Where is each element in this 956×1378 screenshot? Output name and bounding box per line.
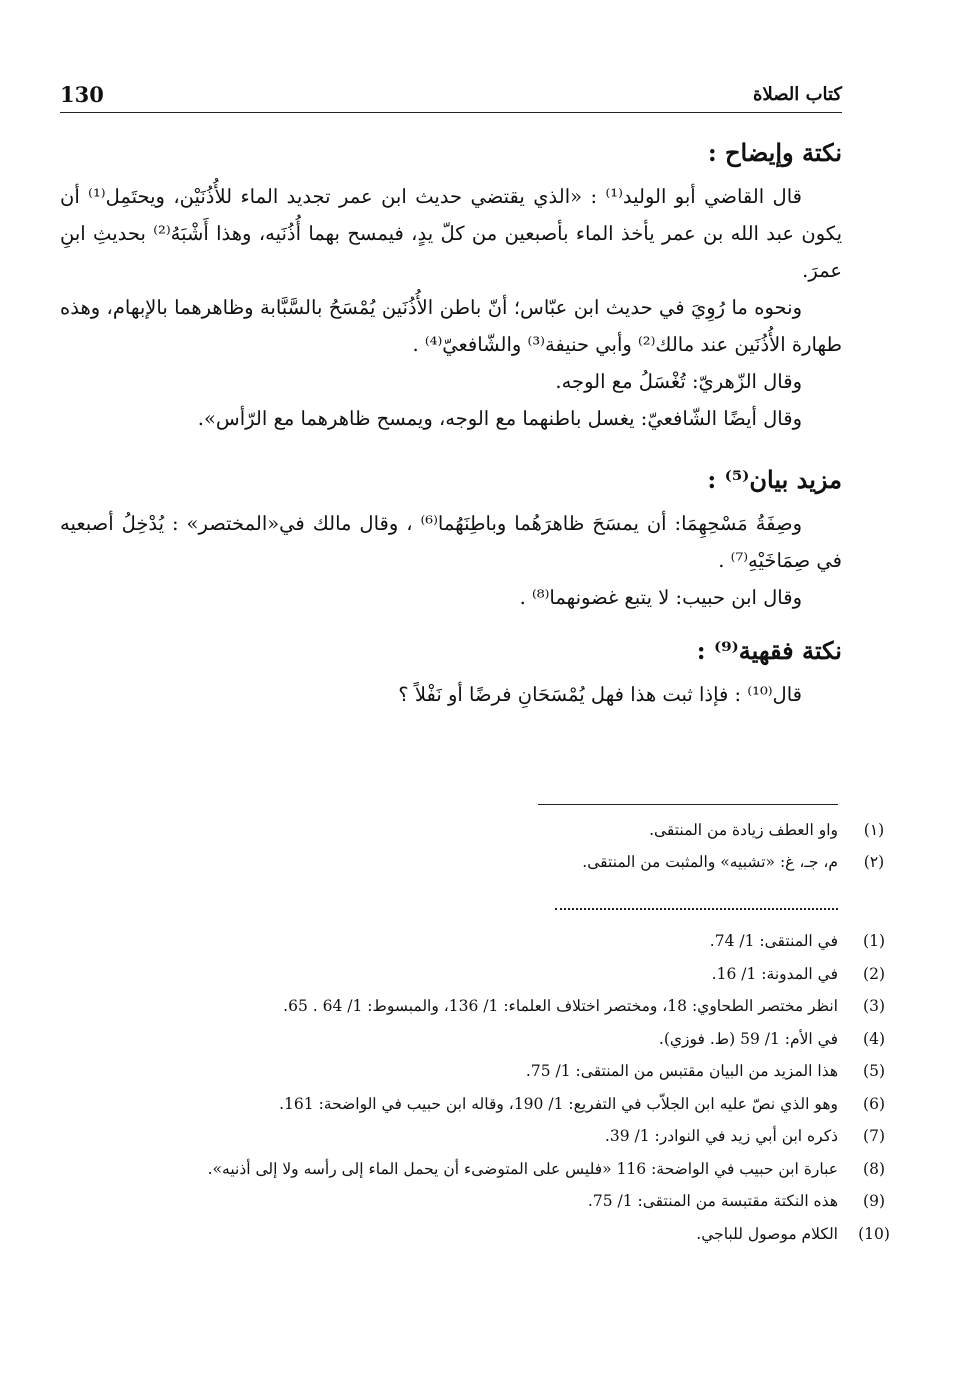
- footnote-number: (10): [858, 1224, 890, 1243]
- section-heading-mazid-bayan: مزيد بيان⁽⁵⁾ :: [707, 465, 842, 494]
- footnote-text: وهو الذي نصّ عليه ابن الجلاّب في التفريع: 1/ 190، وقاله ابن حبيب في الواضحة: 161.: [279, 1094, 838, 1113]
- section-heading-nukta-wa-idah: نكتة وإيضاح :: [707, 138, 842, 167]
- footnote-text: هذا المزيد من البيان مقتبس من المنتقى: 1/ 75.: [525, 1062, 838, 1080]
- dotted-separator: [555, 908, 838, 910]
- paragraph: ونحوه ما رُوِيَ في حديث ابن عبّاس؛ أنّ باطن الأُذُنَين يُمْسَحُ بالسَّبَّابة وظاهرهما بالإبهام، وهذه طهارة الأُذُنَين عند مالك⁽²⁾ وأبي حنيفة⁽³⁾ والشّافعيّ⁽⁴⁾ .: [60, 296, 842, 356]
- note-text: واو العطف زيادة من المنتقى.: [649, 821, 838, 839]
- paragraph: وقال أيضًا الشّافعيّ: يغسل باطنهما مع الوجه، ويمسح ظاهرهما مع الرّأس».: [197, 407, 802, 430]
- footnote-text: انظر مختصر الطحاوي: 18، ومختصر اختلاف العلماء: 1/ 136، والمبسوط: 1/ 64 . 65.: [283, 997, 838, 1015]
- main-text: [60, 128, 842, 713]
- footnote: [98, 990, 885, 1023]
- editor-note: [98, 846, 885, 878]
- footnote-text: في المدونة: 1/ 16.: [711, 964, 838, 983]
- footnote: [98, 925, 885, 958]
- section-heading-nukta-fiqhiyya: نكتة فقهية⁽⁹⁾ :: [696, 636, 842, 665]
- paragraph: قال القاضي أبو الوليد⁽¹⁾ : «الذي يقتضي حديث ابن عمر تجديد الماء للأُذُنَيْن، ويحتَمِل⁽¹⁾ أن يكون عبد الله بن عمر يأخذ الماء بأصبعين من كلّ يدٍ، فيمسح بهما أُذُنَيه، وهذا أَشْبَهُ⁽²⁾ بحديثِ ابنِ عمرَ.: [60, 185, 842, 282]
- footnote-text: في الأم: 1/ 59 (ط. فوزي).: [658, 1029, 838, 1048]
- footnote: [98, 958, 885, 991]
- footnotes: [98, 925, 890, 1250]
- footnote: [98, 1023, 885, 1056]
- footnote-text: في المنتقى: 1/ 74.: [709, 932, 838, 950]
- footnote: [98, 1218, 890, 1251]
- note-number: (٢): [863, 853, 885, 871]
- footnote: [98, 1153, 885, 1186]
- footnote-separator: [538, 804, 838, 805]
- footnote-text: ذكره ابن أبي زيد في النوادر: 1/ 39.: [604, 1127, 838, 1145]
- footnote-text: هذه النكتة مقتبسة من المنتقى: 1/ 75.: [587, 1192, 838, 1210]
- editor-notes: [98, 814, 885, 878]
- paragraph: وصِفَةُ مَسْحِهِمَا: أن يمسَحَ ظاهرَهُما وباطِنَهُما⁽⁶⁾ ، وقال مالك في«المختصر» : يُدْخِلُ أصبعيه في صِمَاخَيْهِ⁽⁷⁾ .: [60, 512, 842, 572]
- footnote-number: (3): [863, 997, 885, 1015]
- footnote-number: (8): [863, 1159, 885, 1178]
- footnote-number: (6): [863, 1094, 885, 1113]
- footnote: [98, 1120, 885, 1153]
- footnote-number: (9): [863, 1192, 885, 1210]
- footnote-text: عبارة ابن حبيب في الواضحة: 116 «فليس على المتوضىء أن يحمل الماء إلى رأسه ولا إلى أذنيه».: [207, 1159, 838, 1178]
- note-text: م، جـ، غ: «تشبيه» والمثبت من المنتقى.: [582, 853, 838, 871]
- running-title: كتاب الصلاة: [753, 84, 842, 105]
- editor-note: [98, 814, 885, 846]
- footnote-number: (2): [863, 964, 885, 983]
- footnote-number: (5): [863, 1062, 885, 1080]
- footnote-text: الكلام موصول للباجي.: [696, 1224, 838, 1243]
- paragraph: قال⁽¹⁰⁾ : فإذا ثبت هذا فهل يُمْسَحَانِ فرضًا أو نَفْلاً ؟: [398, 683, 802, 706]
- footnote: [98, 1185, 885, 1218]
- footnote: [98, 1088, 885, 1121]
- page-number: 130: [60, 82, 104, 107]
- footnote-number: (4): [863, 1029, 885, 1048]
- page-header: [60, 82, 842, 113]
- footnote: [98, 1055, 885, 1088]
- paragraph: وقال ابن حبيب: لا يتبع غضونهما⁽⁸⁾ .: [519, 586, 802, 609]
- paragraph: وقال الزّهريّ: تُغْسَلُ مع الوجه.: [555, 370, 802, 393]
- note-number: (١): [863, 821, 885, 839]
- footnote-number: (1): [863, 932, 885, 950]
- footnote-number: (7): [863, 1127, 885, 1145]
